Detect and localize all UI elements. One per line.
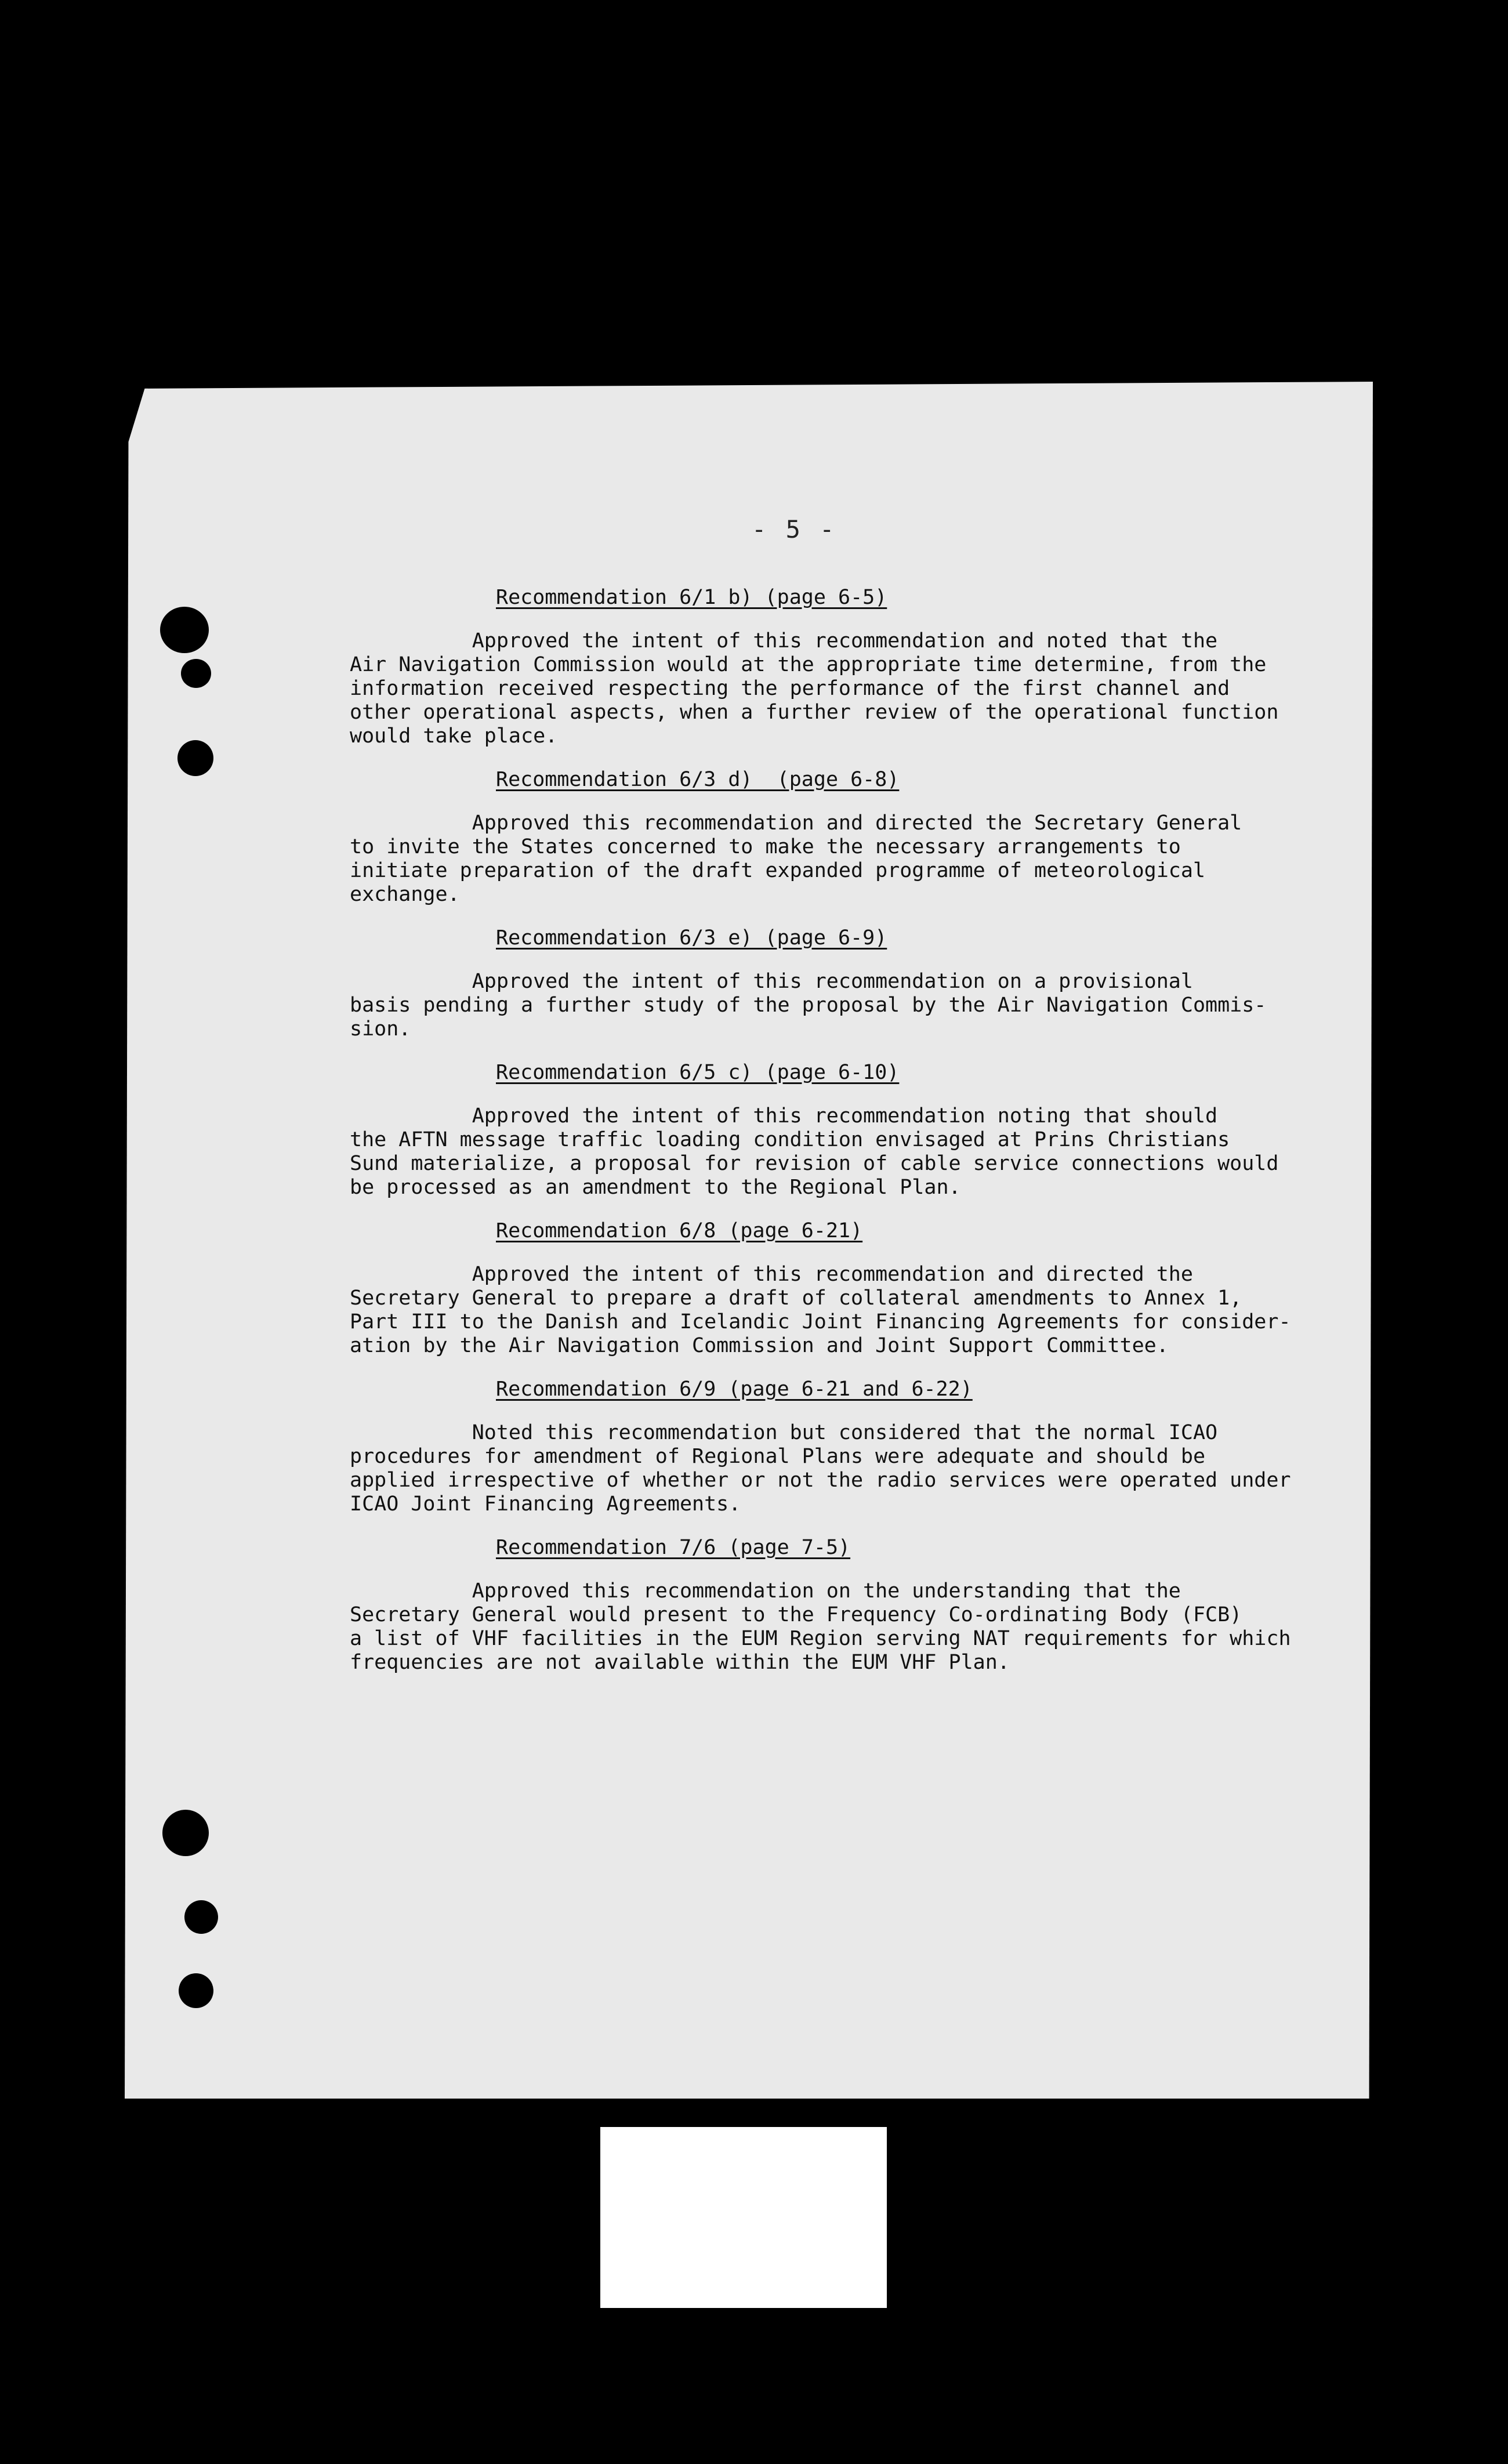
section-6-5c bbox=[350, 1061, 1289, 1200]
section-heading: Recommendation 6/9 (page 6-21 and 6-22) bbox=[496, 1378, 973, 1401]
punch-hole bbox=[179, 1973, 213, 2008]
section-heading: Recommendation 6/8 (page 6-21) bbox=[496, 1219, 863, 1242]
section-heading: Recommendation 6/3 d) (page 6-8) bbox=[496, 768, 900, 791]
punch-hole bbox=[160, 607, 209, 653]
punch-hole bbox=[184, 1900, 218, 1934]
section-heading: Recommendation 6/3 e) (page 6-9) bbox=[496, 926, 887, 950]
section-text: Approved the intent of this recommendation and noted that the Air Navigation Commission would at the appropriate time determine, from the information received respecting the performance of the first channel and other operational aspects, when a further review of the operational function would take place. bbox=[350, 629, 1279, 748]
section-6-8 bbox=[350, 1219, 1289, 1358]
section-text: Approved the intent of this recommendation noting that should the AFTN message traffic loading condition envisaged at Prins Christians Sund materialize, a proposal for revision of cable service connections would be processed as an amendment to the Regional Plan. bbox=[350, 1104, 1279, 1199]
section-text: Noted this recommendation but considered that the normal ICAO procedures for amendment of Regional Plans were adequate and should be applied irrespective of whether or not the radio services were operated under ICAO Joint Financing Agreements. bbox=[350, 1421, 1291, 1516]
blank-label-slip bbox=[600, 2127, 887, 2308]
punch-hole bbox=[181, 659, 211, 688]
page-number: - 5 - bbox=[752, 515, 837, 543]
punch-hole bbox=[177, 740, 213, 776]
section-6-9 bbox=[350, 1378, 1289, 1516]
section-text: Approved the intent of this recommendation on a provisional basis pending a further study of the proposal by the Air Navigation Commis- sion. bbox=[350, 970, 1267, 1041]
section-6-3d bbox=[350, 768, 1289, 907]
section-text: Approved the intent of this recommendation and directed the Secretary General to prepare a draft of collateral amendments to Annex 1, Part III to the Danish and Icelandic Joint Financing Agreements for consider- ation by the Air Navigation Commission and Joint Support Committee. bbox=[350, 1263, 1291, 1357]
section-heading: Recommendation 7/6 (page 7-5) bbox=[496, 1536, 851, 1559]
section-6-1b bbox=[350, 586, 1289, 748]
section-6-3e bbox=[350, 926, 1289, 1041]
section-heading: Recommendation 6/1 b) (page 6-5) bbox=[496, 586, 887, 609]
section-7-6 bbox=[350, 1536, 1289, 1675]
document-body bbox=[350, 586, 1289, 1694]
section-text: Approved this recommendation on the understanding that the Secretary General would present to the Frequency Co-ordinating Body (FCB) a list of VHF facilities in the EUM Region serving NAT requirements for which frequencies are not available within the EUM VHF Plan. bbox=[350, 1579, 1291, 1674]
section-heading: Recommendation 6/5 c) (page 6-10) bbox=[496, 1061, 900, 1084]
punch-hole bbox=[162, 1810, 209, 1856]
section-text: Approved this recommendation and directed the Secretary General to invite the States concerned to make the necessary arrangements to initiate preparation of the draft expanded programme of meteorological exchange. bbox=[350, 811, 1242, 906]
